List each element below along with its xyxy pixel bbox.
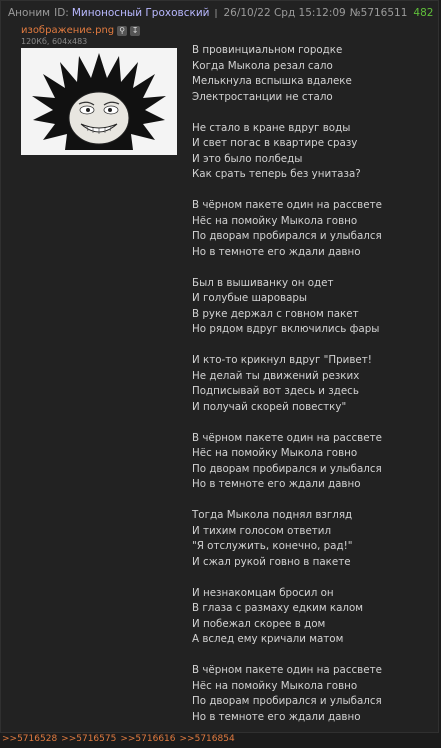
poem-line: Не стало в кране вдруг воды: [192, 121, 351, 134]
poem-line: Как срать теперь без унитаза?: [192, 168, 361, 180]
poem-line: Был в вышиванку он одет: [192, 276, 334, 289]
poem-line: И кто-то крикнул вдруг "Привет!: [192, 354, 372, 366]
poem-line: По дворам пробирался и улыбался: [192, 230, 382, 242]
poem-line: И это было полбеды: [192, 152, 303, 165]
post-header: [8, 5, 432, 21]
poem-line: И тихим голосом ответил: [192, 524, 332, 537]
face-shape: [69, 92, 129, 144]
poem-line: И голубые шаровары: [192, 292, 308, 304]
poem-line: Но в темноте его ждали давно: [192, 710, 361, 723]
file-line: [21, 24, 140, 38]
poster-id-value: Миноносный Гроховский: [71, 7, 210, 19]
reply-link[interactable]: >>5716528: [2, 734, 58, 744]
file-name-link[interactable]: изображение.png: [21, 25, 115, 36]
poem-line: И получай скорей повестку": [192, 400, 347, 413]
post-message: [192, 43, 432, 725]
poem-line: И свет погас в квартире сразу: [192, 137, 358, 149]
poem-line: А вслед ему кричали матом: [192, 633, 344, 645]
poem-line: Когда Мыкола резал сало: [192, 59, 333, 72]
poem-line: Нёс на помойку Мыкола говно: [192, 214, 358, 227]
poem-line: Но в темноте его ждали давно: [192, 478, 361, 490]
reply-link[interactable]: >>5716854: [179, 734, 235, 744]
poem-line: Не делай ты движений резких: [192, 369, 360, 382]
poem-line: В руке держал с говном пакет: [192, 307, 359, 320]
poem-line: В чёрном пакете один на рассвете: [192, 431, 382, 444]
poem-line: И побежал скорее в дом: [192, 617, 326, 630]
poem-line: В провинциальном городке: [192, 44, 343, 56]
reply-link[interactable]: >>5716575: [61, 734, 117, 744]
poem-line: И сжал рукой говно в пакете: [192, 555, 351, 568]
poem-stanza: [192, 121, 432, 183]
author-name: Аноним: [8, 7, 51, 19]
poem-stanza: [192, 586, 432, 648]
poem-line: И незнакомцам бросил он: [192, 586, 334, 599]
attached-image-thumbnail[interactable]: [21, 48, 177, 155]
poem-line: "Я отслужить, конечно, рад!": [192, 540, 353, 552]
poem-line: Нёс на помойку Мыкола говно: [192, 447, 358, 459]
poem-line: По дворам пробирался и улыбался: [192, 695, 382, 707]
post-date: 26/10/22 Срд 15:12:09: [223, 7, 346, 19]
poem-stanza: [192, 198, 432, 260]
poem-line: В чёрном пакете один на рассвете: [192, 199, 382, 211]
poem-stanza: [192, 508, 432, 570]
poem-line: Тогда Мыкола поднял взгляд: [192, 509, 353, 521]
poem-line: Мелькнула вспышка вдалеке: [192, 75, 352, 87]
poem-line: В глаза с размаху едким калом: [192, 602, 364, 614]
poem-stanza: [192, 431, 432, 493]
poem-line: Но рядом вдруг включились фары: [192, 323, 380, 335]
poem-line: В чёрном пакете один на рассвете: [192, 664, 382, 676]
poem-line: Подписывай вот здесь и здесь: [192, 385, 359, 397]
reply-link[interactable]: >>5716616: [120, 734, 176, 744]
download-icon[interactable]: ↧: [131, 26, 139, 35]
poem-stanza: [192, 353, 432, 415]
post-number-link[interactable]: №5716511: [349, 7, 408, 19]
poster-id-label: ID:: [54, 7, 69, 19]
reply-links: [2, 733, 239, 745]
poem-line: Нёс на помойку Мыкола говно: [192, 679, 358, 692]
poem-stanza: [192, 663, 432, 725]
flag-icon: [215, 9, 217, 18]
poem-line: По дворам пробирался и улыбался: [192, 462, 382, 475]
poem-line: Электростанции не стало: [192, 90, 333, 103]
file-meta: 120Кб, 604x483: [21, 37, 88, 46]
poem-line: Но в темноте его ждали давно: [192, 245, 361, 258]
poem-stanza: [192, 276, 432, 338]
search-icon[interactable]: ⚲: [117, 26, 127, 36]
poem-stanza: [192, 43, 432, 105]
post-count: 482: [413, 7, 434, 19]
